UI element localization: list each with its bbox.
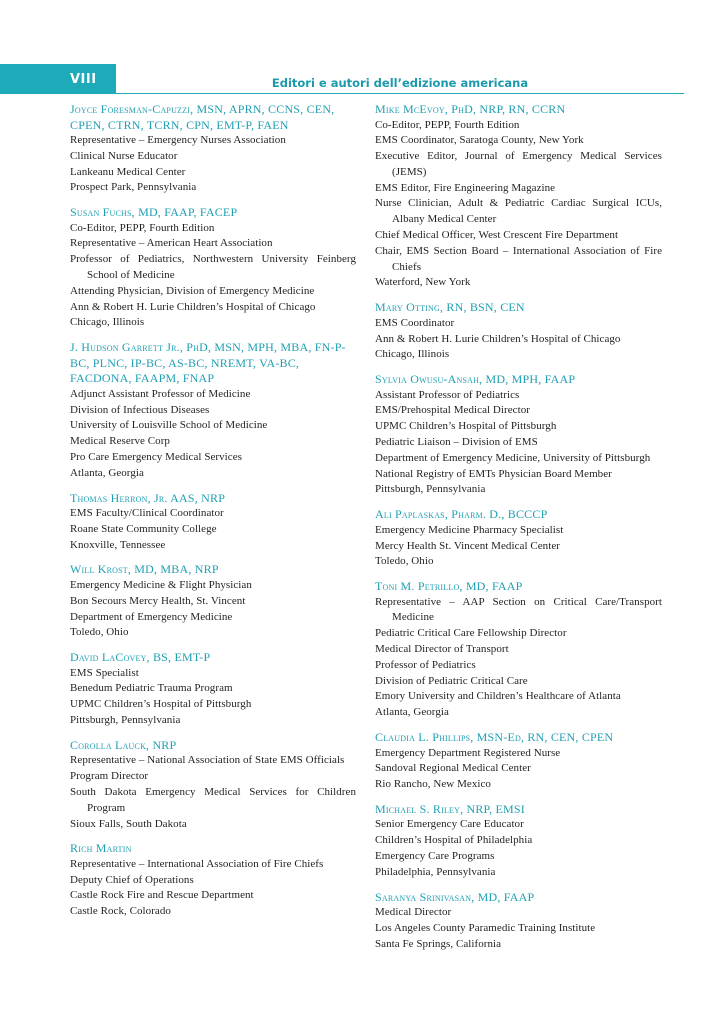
contributor-detail: Lankeanu Medical Center	[70, 165, 186, 178]
contributor-detail: Co-Editor, PEPP, Fourth Edition	[70, 221, 215, 234]
left-column	[70, 102, 356, 929]
contributor-detail: Executive Editor, Journal of Emergency Medical Services (JEMS)	[375, 150, 662, 178]
contributor-detail: Assistant Professor of Pediatrics	[375, 388, 520, 401]
contributor-detail: Roane State Community College	[70, 522, 217, 535]
contributor-detail: Emergency Medicine Pharmacy Specialist	[375, 523, 564, 536]
contributor-detail: Representative – Emergency Nurses Association	[70, 134, 286, 146]
contributor-entry	[375, 372, 662, 498]
contributor-detail: Pro Care Emergency Medical Services	[70, 450, 242, 463]
contributor-detail: Castle Rock Fire and Rescue Department	[70, 889, 254, 902]
contributor-detail: Ann & Robert H. Lurie Children’s Hospital of Chicago	[70, 300, 316, 313]
contributor-entry	[375, 102, 662, 291]
contributor-name: Thomas Herron, Jr. AAS, NRP	[70, 490, 226, 505]
contributor-entry	[70, 841, 356, 920]
contributor-entry	[70, 738, 356, 832]
contributor-detail: Professor of Pediatrics, Northwestern University Feinberg School of Medicine	[70, 253, 356, 282]
contributor-entry	[70, 650, 356, 729]
contributor-detail: Pediatric Liaison – Division of EMS	[375, 436, 538, 449]
contributor-name: Susan Fuchs, MD, FAAP, FACEP	[70, 205, 238, 220]
contributor-entry	[375, 300, 662, 363]
contributor-detail: Chair, EMS Section Board – International Association of Fire Chiefs	[375, 244, 662, 273]
contributor-detail: Santa Fe Springs, California	[375, 937, 502, 950]
contributor-entry	[70, 562, 356, 641]
contributor-detail: Children’s Hospital of Philadelphia	[375, 834, 533, 847]
contributor-name: Mike McEvoy, PhD, NRP, RN, CCRN	[375, 102, 566, 116]
contributor-entry	[375, 890, 662, 953]
contributor-detail: Clinical Nurse Educator	[70, 149, 178, 162]
contributor-name: Saranya Srinivasan, MD, FAAP	[375, 889, 535, 904]
contributor-entry	[70, 491, 356, 554]
contributor-entry	[70, 340, 356, 481]
contributor-detail: National Registry of EMTs Physician Board Member	[375, 467, 612, 480]
page-number: VIII	[70, 71, 97, 87]
contributor-detail: Toledo, Ohio	[70, 626, 129, 639]
contributor-detail: Program Director	[70, 770, 149, 783]
contributor-detail: Toledo, Ohio	[375, 555, 434, 568]
contributor-detail: Castle Rock, Colorado	[70, 905, 171, 918]
contributor-detail: University of Louisville School of Medicine	[70, 419, 268, 432]
contributor-name: Corolla Lauck, NRP	[70, 737, 177, 752]
contributor-detail: Deputy Chief of Operations	[70, 873, 194, 886]
contributor-detail: Senior Emergency Care Educator	[375, 818, 524, 831]
contributor-detail: Emory University and Children’s Healthcare of Atlanta	[375, 690, 621, 703]
contributor-detail: Atlanta, Georgia	[70, 466, 144, 479]
contributor-name: Michael S. Riley, NRP, EMSI	[375, 801, 525, 816]
contributor-detail: Chief Medical Officer, West Crescent Fire Department	[375, 229, 619, 242]
contributor-detail: Pittsburgh, Pennsylvania	[375, 483, 486, 496]
contributor-entry	[70, 102, 356, 196]
contributor-detail: Philadelphia, Pennsylvania	[375, 865, 496, 878]
contributor-entry	[375, 507, 662, 570]
contributor-detail: Sandoval Regional Medical Center	[375, 762, 531, 775]
contributor-name: David LaCovey, BS, EMT-P	[70, 650, 211, 665]
running-header-title: Editori e autori dell’edizione americana	[271, 76, 529, 90]
contributor-detail: EMS Coordinator, Saratoga County, New York	[375, 134, 584, 147]
contributor-detail: Pittsburgh, Pennsylvania	[70, 714, 181, 727]
contributor-detail: Atlanta, Georgia	[375, 706, 449, 719]
contributor-entry	[375, 730, 662, 793]
right-column	[375, 102, 662, 961]
contributor-detail: Division of Infectious Diseases	[70, 403, 210, 416]
contributor-detail: Emergency Care Programs	[375, 849, 495, 862]
contributor-detail: Medical Director of Transport	[375, 643, 509, 656]
contributor-detail: Prospect Park, Pennsylvania	[70, 181, 197, 194]
contributor-detail: Benedum Pediatric Trauma Program	[70, 682, 233, 695]
contributor-detail: Mercy Health St. Vincent Medical Center	[375, 539, 560, 552]
contributor-detail: Emergency Medicine & Flight Physician	[70, 578, 252, 591]
contributor-detail: Waterford, New York	[375, 276, 471, 289]
contributor-detail: Representative – American Heart Association	[70, 237, 273, 250]
contributor-detail: Los Angeles County Paramedic Training Institute	[375, 921, 596, 934]
contributor-name: Joyce Foresman-Capuzzi, MSN, APRN, CCNS, CEN, CPEN, CTRN, TCRN, CPN, EMT-P, FAEN	[70, 102, 335, 132]
contributor-detail: Co-Editor, PEPP, Fourth Edition	[375, 118, 520, 131]
contributor-detail: Chicago, Illinois	[375, 348, 450, 361]
contributor-name: Rich Martin	[70, 841, 132, 856]
contributor-detail: EMS/Prehospital Medical Director	[375, 404, 530, 417]
contributor-detail: Professor of Pediatrics	[375, 658, 476, 671]
contributor-detail: Representative – National Association of State EMS Officials	[70, 754, 345, 767]
contributor-detail: Division of Pediatric Critical Care	[375, 674, 528, 687]
contributor-detail: Pediatric Critical Care Fellowship Director	[375, 627, 567, 640]
contributor-name: Sylvia Owusu-Ansah, MD, MPH, FAAP	[375, 372, 576, 387]
contributor-detail: EMS Faculty/Clinical Coordinator	[70, 507, 224, 520]
contributor-detail: Attending Physician, Division of Emergency Medicine	[70, 284, 315, 297]
contributor-detail: Department of Emergency Medicine, University of Pittsburgh	[375, 451, 651, 464]
contributor-detail: UPMC Children’s Hospital of Pittsburgh	[375, 420, 557, 433]
contributor-detail: Medical Reserve Corp	[70, 435, 170, 448]
contributor-detail: Representative – International Association of Fire Chiefs	[70, 857, 324, 870]
contributor-detail: Sioux Falls, South Dakota	[70, 817, 187, 830]
contributor-detail: Knoxville, Tennessee	[70, 538, 166, 551]
contributor-name: Toni M. Petrillo, MD, FAAP	[375, 579, 523, 594]
contributor-detail: Ann & Robert H. Lurie Children’s Hospital of Chicago	[375, 332, 621, 345]
page-number-tab	[0, 64, 116, 94]
contributor-name: Ali Paplaskas, Pharm. D., BCCCP	[375, 507, 548, 522]
contributor-detail: EMS Specialist	[70, 666, 139, 679]
contributor-name: Mary Otting, RN, BSN, CEN	[375, 300, 525, 315]
contributor-name: J. Hudson Garrett Jr., PhD, MSN, MPH, MBA, FN-P-BC, PLNC, IP-BC, AS-BC, NREMT, VA-BC, FACDONA, FAAPM, FNAP	[70, 340, 346, 386]
contributor-detail: Chicago, Illinois	[70, 316, 145, 329]
contributor-detail: Adjunct Assistant Professor of Medicine	[70, 387, 251, 400]
contributor-detail: EMS Editor, Fire Engineering Magazine	[375, 181, 556, 194]
contributor-name: Claudia L. Phillips, MSN-Ed, RN, CEN, CPEN	[375, 730, 614, 744]
contributor-detail: EMS Coordinator	[375, 316, 455, 329]
contributor-detail: Bon Secours Mercy Health, St. Vincent	[70, 594, 246, 607]
contributor-detail: South Dakota Emergency Medical Services for Children Program	[70, 785, 356, 814]
contributor-detail: UPMC Children’s Hospital of Pittsburgh	[70, 698, 252, 711]
contributor-detail: Medical Director	[375, 906, 452, 919]
contributor-detail: Department of Emergency Medicine	[70, 610, 233, 623]
contributor-name: Will Krost, MD, MBA, NRP	[70, 562, 219, 577]
header-rule	[116, 93, 684, 94]
contributor-entry	[375, 579, 662, 721]
contributor-detail: Rio Rancho, New Mexico	[375, 778, 491, 791]
contributor-detail: Emergency Department Registered Nurse	[375, 746, 561, 759]
contributor-detail: Nurse Clinician, Adult & Pediatric Cardiac Surgical ICUs, Albany Medical Center	[375, 197, 662, 226]
contributor-entry	[70, 205, 356, 331]
contributor-detail: Representative – AAP Section on Critical Care/Transport Medicine	[375, 595, 662, 624]
contributor-entry	[375, 802, 662, 881]
